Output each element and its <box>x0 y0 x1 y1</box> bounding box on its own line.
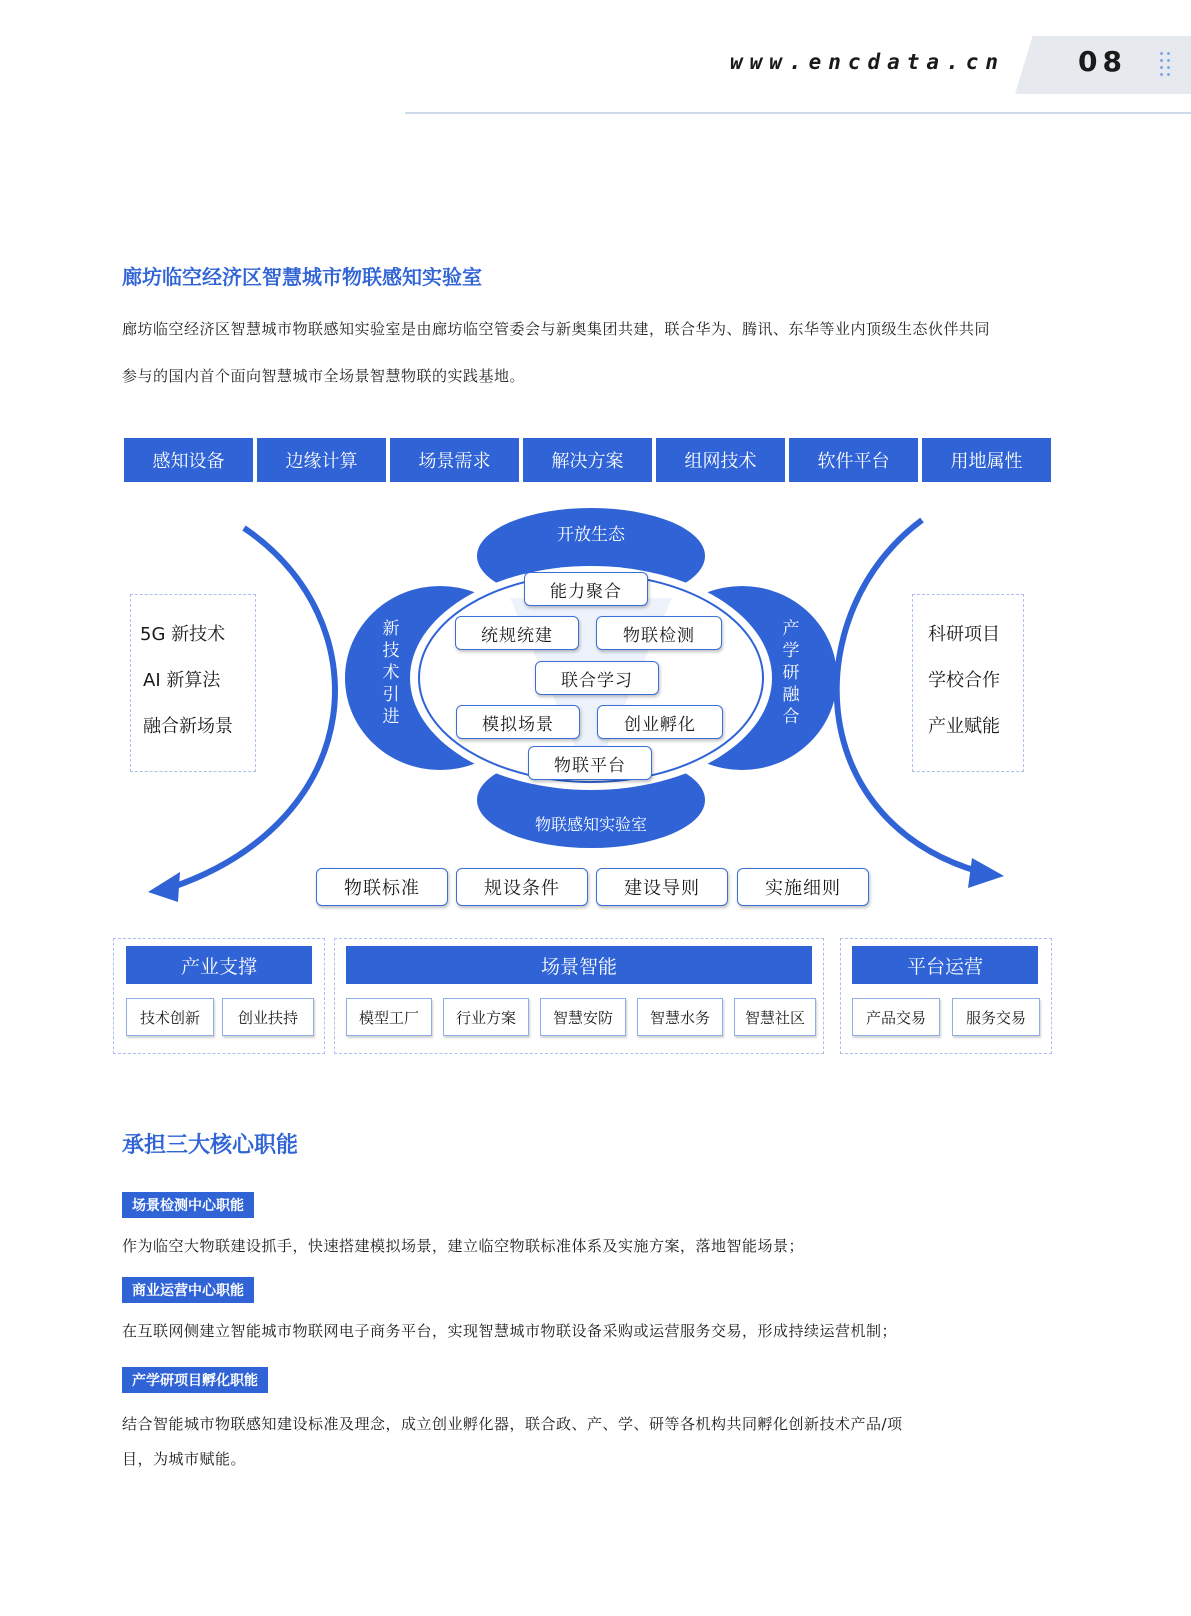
pill-simulation-scene: 模拟场景 <box>456 705 580 739</box>
top-tab-scene: 场景需求 <box>390 438 519 482</box>
duty-text-scene-detection: 作为临空大物联建设抓手，快速搭建模拟场景，建立临空物联标准体系及实施方案，落地智能场景； <box>122 1237 805 1255</box>
section-title-lab: 廊坊临空经济区智慧城市物联感知实验室 <box>122 265 482 289</box>
petal-left-label <box>380 618 402 728</box>
top-tab-software: 软件平台 <box>789 438 918 482</box>
duty-label-business-operation: 商业运营中心职能 <box>122 1277 254 1303</box>
petal-right-char: 融 <box>782 685 800 705</box>
petal-right-char: 研 <box>782 663 800 683</box>
left-item-scene: 融合新场景 <box>143 716 233 737</box>
petal-right-char: 产 <box>782 619 800 639</box>
sub-tech-innovation: 技术创新 <box>126 998 214 1036</box>
page-number: 08 <box>1078 45 1127 78</box>
sub-smart-community: 智慧社区 <box>734 998 816 1036</box>
sub-startup-support: 创业扶持 <box>222 998 314 1036</box>
petal-bottom-label: 物联感知实验室 <box>534 815 647 834</box>
group-title-industry-support: 产业支撑 <box>126 946 312 984</box>
left-item-5g: 5G 新技术 <box>140 624 226 645</box>
sub-service-trade: 服务交易 <box>952 998 1040 1036</box>
sub-smart-water: 智慧水务 <box>637 998 723 1036</box>
intro-paragraph-line2: 参与的国内首个面向智慧城市全场景智慧物联的实践基地。 <box>122 367 526 385</box>
petal-left-char: 新 <box>382 619 400 639</box>
sub-product-trade: 产品交易 <box>852 998 940 1036</box>
petal-right-char: 学 <box>782 641 800 661</box>
duty-label-incubation: 产学研项目孵化职能 <box>122 1367 268 1393</box>
duty-label-scene-detection: 场景检测中心职能 <box>122 1192 254 1218</box>
petal-top-label: 开放生态 <box>557 525 625 545</box>
pill-startup-incubation: 创业孵化 <box>597 705 723 739</box>
pill-iot-platform: 物联平台 <box>528 746 652 780</box>
pill-federated-learning: 联合学习 <box>535 661 659 695</box>
pill-ability-aggregation: 能力聚合 <box>524 572 648 606</box>
top-tab-sensing: 感知设备 <box>124 438 253 482</box>
top-tab-network: 组网技术 <box>656 438 785 482</box>
top-tab-solution: 解决方案 <box>523 438 652 482</box>
petal-left-char: 术 <box>382 663 400 683</box>
petal-left-char: 技 <box>382 641 400 661</box>
duty-text-business-operation: 在互联网侧建立智能城市物联网电子商务平台，实现智慧城市物联设备采购或运营服务交易，形成持续运营机制； <box>122 1322 898 1340</box>
right-arrow-head <box>968 858 1004 888</box>
duty-text-incubation-line1: 结合智能城市物联感知建设标准及理念，成立创业孵化器，联合政、产、学、研等各机构共同孵化创新技术产品/项 <box>122 1415 903 1433</box>
top-tab-edge: 边缘计算 <box>257 438 386 482</box>
pill-construction-guide: 建设导则 <box>596 868 728 906</box>
top-tab-land: 用地属性 <box>922 438 1051 482</box>
pill-iot-standard: 物联标准 <box>316 868 448 906</box>
petal-left-char: 引 <box>382 685 400 705</box>
sub-model-factory: 模型工厂 <box>346 998 432 1036</box>
petal-left-char: 进 <box>382 707 400 727</box>
pill-planning-conditions: 规设条件 <box>456 868 588 906</box>
group-title-scene-intelligence: 场景智能 <box>346 946 812 984</box>
sub-industry-solution: 行业方案 <box>443 998 529 1036</box>
petal-right-label <box>780 618 802 728</box>
sub-smart-security: 智慧安防 <box>540 998 626 1036</box>
right-item-research: 科研项目 <box>928 624 1000 645</box>
intro-paragraph-line1: 廊坊临空经济区智慧城市物联感知实验室是由廊坊临空管委会与新奥集团共建，联合华为、腾讯、东华等业内顶级生态伙伴共同 <box>122 320 991 338</box>
right-item-industry: 产业赋能 <box>928 716 1000 737</box>
petal-right-char: 合 <box>782 707 800 727</box>
duty-text-incubation-line2: 目，为城市赋能。 <box>122 1450 247 1468</box>
pill-unified-planning: 统规统建 <box>455 616 579 650</box>
pill-iot-detection: 物联检测 <box>596 616 722 650</box>
group-title-platform-operation: 平台运营 <box>852 946 1038 984</box>
left-item-ai: AI 新算法 <box>143 670 221 691</box>
right-item-school: 学校合作 <box>928 670 1000 691</box>
section-title-core-duties: 承担三大核心职能 <box>122 1132 299 1158</box>
pill-implementation-rules: 实施细则 <box>737 868 869 906</box>
site-url: www.encdata.cn <box>730 50 1006 74</box>
left-arrow-head <box>148 872 180 902</box>
